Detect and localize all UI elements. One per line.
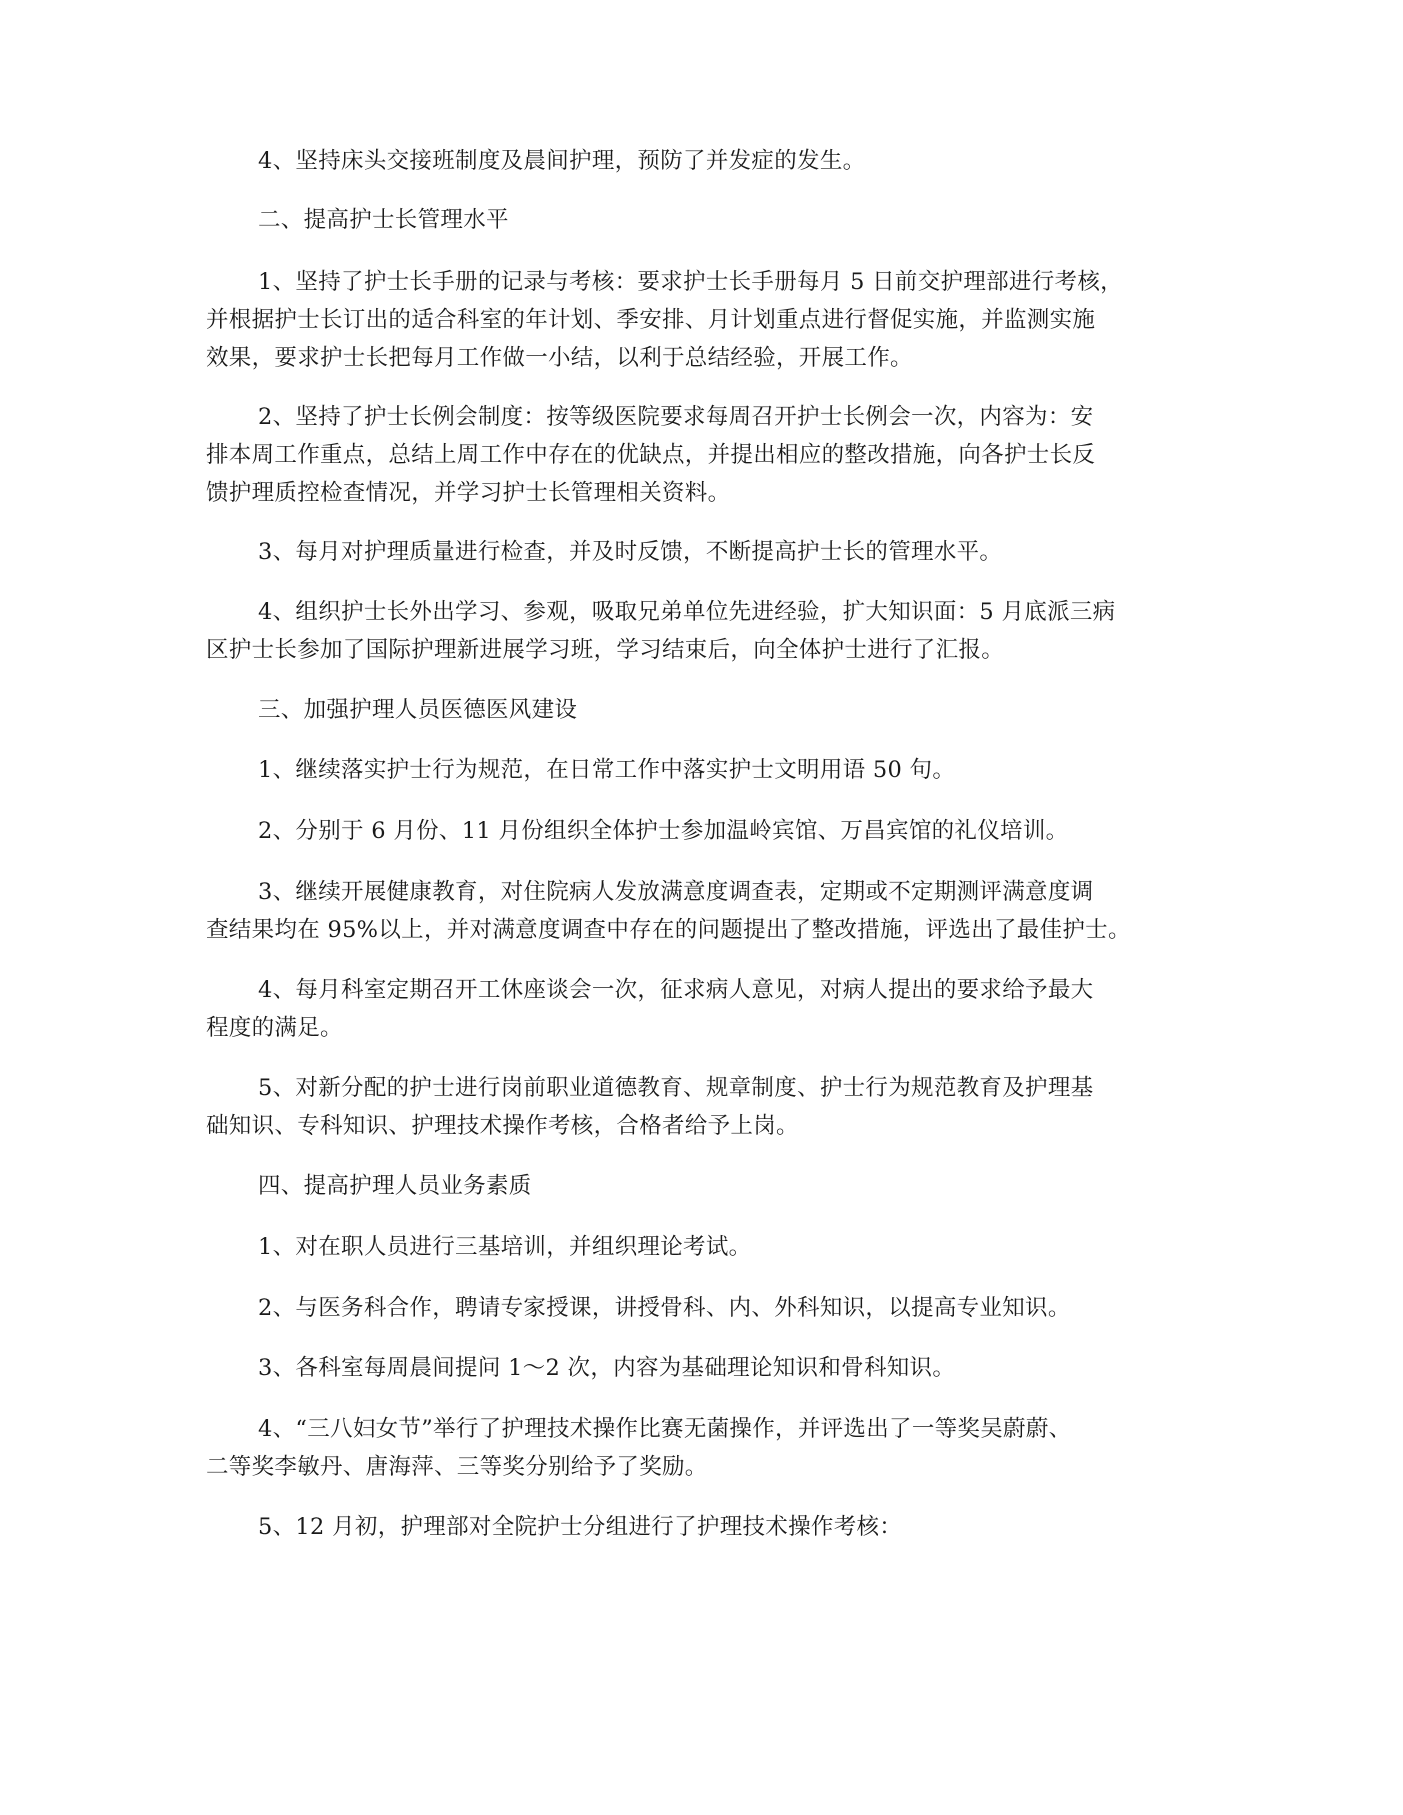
text-line: 4、组织护士长外出学习、参观，吸取兄弟单位先进经验，扩大知识面：5 月底派三病 (258, 599, 1116, 625)
paragraph-3-2 (206, 812, 1206, 850)
paragraph-4-5 (206, 1508, 1206, 1546)
text-line: 1、对在职人员进行三基培训，并组织理论考试。 (258, 1234, 752, 1260)
paragraph-3-3 (206, 873, 1206, 949)
text-line: 查结果均在 95%以上，并对满意度调查中存在的问题提出了整改措施，评选出了最佳护士。 (206, 917, 1131, 943)
text-line: 础知识、专科知识、护理技术操作考核，合格者给予上岗。 (206, 1113, 799, 1139)
section-heading-3 (206, 691, 1206, 729)
text-line: 3、每月对护理质量进行检查，并及时反馈，不断提高护士长的管理水平。 (258, 539, 1003, 565)
paragraph-3-1 (206, 751, 1206, 789)
paragraph-2-2 (206, 398, 1206, 512)
text-line: 2、坚持了护士长例会制度：按等级医院要求每周召开护士长例会一次，内容为：安 (258, 404, 1094, 430)
text-line: 4、“三八妇女节”举行了护理技术操作比赛无菌操作，并评选出了一等奖吴蔚蔚、 (258, 1416, 1072, 1442)
paragraph-1 (206, 142, 1206, 180)
text-line: 三、加强护理人员医德医风建设 (258, 697, 578, 723)
text-line: 程度的满足。 (206, 1015, 343, 1041)
text-line: 5、对新分配的护士进行岗前职业道德教育、规章制度、护士行为规范教育及护理基 (258, 1075, 1094, 1101)
text-line: 1、坚持了护士长手册的记录与考核：要求护士长手册每月 5 日前交护理部进行考核， (258, 269, 1123, 295)
text-line: 4、坚持床头交接班制度及晨间护理，预防了并发症的发生。 (258, 148, 866, 174)
text-line: 2、与医务科合作，聘请专家授课，讲授骨科、内、外科知识，以提高专业知识。 (258, 1295, 1071, 1321)
text-line: 二、提高护士长管理水平 (258, 207, 509, 233)
paragraph-2-3 (206, 533, 1206, 571)
text-line: 4、每月科室定期召开工休座谈会一次，征求病人意见，对病人提出的要求给予最大 (258, 977, 1094, 1003)
text-line: 排本周工作重点，总结上周工作中存在的优缺点，并提出相应的整改措施，向各护士长反 (206, 442, 1096, 468)
text-line: 并根据护士长订出的适合科室的年计划、季安排、月计划重点进行督促实施，并监测实施 (206, 307, 1096, 333)
paragraph-3-5 (206, 1069, 1206, 1145)
text-line: 5、12 月初，护理部对全院护士分组进行了护理技术操作考核： (258, 1514, 903, 1540)
text-line: 3、各科室每周晨间提问 1～2 次，内容为基础理论知识和骨科知识。 (258, 1355, 956, 1381)
section-heading-4 (206, 1167, 1206, 1205)
text-line: 1、继续落实护士行为规范，在日常工作中落实护士文明用语 50 句。 (258, 757, 956, 783)
text-line: 馈护理质控检查情况，并学习护士长管理相关资料。 (206, 480, 731, 506)
paragraph-4-2 (206, 1289, 1206, 1327)
paragraph-3-4 (206, 971, 1206, 1047)
text-line: 四、提高护理人员业务素质 (258, 1173, 532, 1199)
text-line: 效果，要求护士长把每月工作做一小结，以利于总结经验，开展工作。 (206, 345, 913, 371)
text-line: 3、继续开展健康教育，对住院病人发放满意度调查表，定期或不定期测评满意度调 (258, 879, 1094, 905)
paragraph-2-1 (206, 263, 1206, 377)
paragraph-4-1 (206, 1228, 1206, 1266)
section-heading-2 (206, 201, 1206, 239)
paragraph-4-3 (206, 1349, 1206, 1387)
text-line: 2、分别于 6 月份、11 月份组织全体护士参加温岭宾馆、万昌宾馆的礼仪培训。 (258, 818, 1069, 844)
paragraph-2-4 (206, 593, 1206, 669)
text-line: 区护士长参加了国际护理新进展学习班，学习结束后，向全体护士进行了汇报。 (206, 637, 1005, 663)
text-line: 二等奖李敏丹、唐海萍、三等奖分别给予了奖励。 (206, 1454, 708, 1480)
paragraph-4-4 (206, 1410, 1206, 1486)
